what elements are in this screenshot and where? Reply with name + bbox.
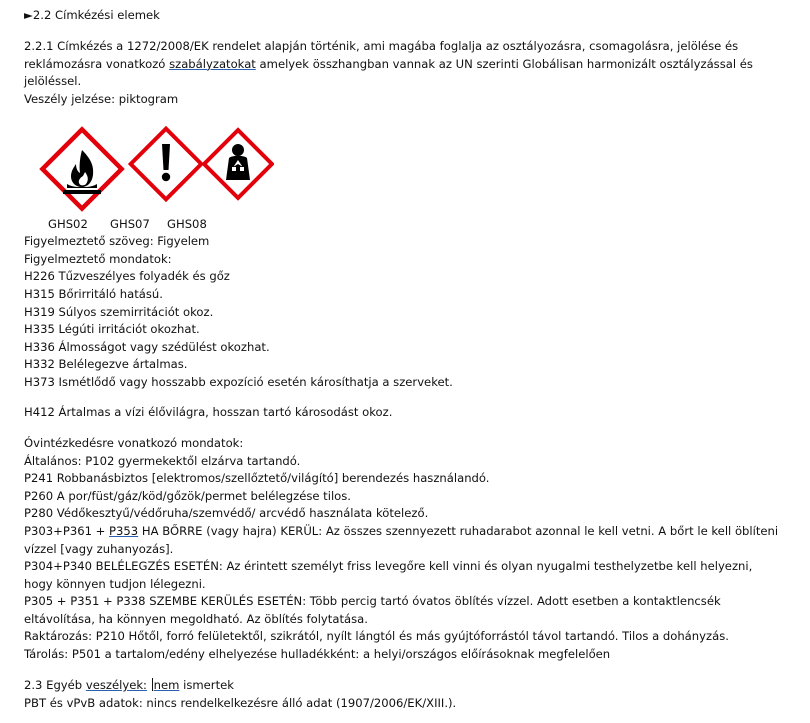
- pictogram-label-ghs07: GHS07: [110, 217, 150, 231]
- none-link[interactable]: nem: [153, 678, 180, 692]
- other-hazards-prefix: 2.3 Egyéb: [24, 678, 83, 692]
- hazard-statements-heading: Figyelmeztető mondatok:: [24, 252, 172, 266]
- p303-text-2: HA BŐRRE (vagy hajra) KERÜL: Az összes szennyezett ruhadarabot azonnal le kell vetni. A bőrt le kell öblíteni vízzel [vagy zuhanyozás].: [24, 524, 779, 556]
- pictogram-label-ghs08: GHS08: [167, 217, 207, 231]
- precautionary-p304: P304+P340 BELÉLEGZÉS ESETÉN: Az érintett személyt friss levegőre kell vinni és olyan nyugalmi testhelyzetbe kell helyezni, hogy könnyen tudjon lélegezni.: [24, 559, 753, 591]
- hazard-statement: H335 Légúti irritációt okozhat.: [24, 322, 200, 336]
- precautionary-general: Általános: P102 gyermekektől elzárva tartandó.: [24, 454, 301, 468]
- p303-text-1: P303+P361 +: [24, 524, 106, 538]
- disposal-statement: Tárolás: P501 a tartalom/edény elhelyezése hulladékként: a helyi/országos előírásoknak megfelelően: [24, 647, 611, 661]
- precautionary-p303: [24, 523, 784, 558]
- hazard-statement: H373 Ismétlődő vagy hosszabb expozíció esetén károsíthatja a szerveket.: [24, 375, 453, 389]
- hazard-statement: H315 Bőrirritáló hatású.: [24, 287, 163, 301]
- flame-icon: [39, 126, 125, 212]
- hazards-link[interactable]: veszélyek:: [85, 678, 147, 692]
- signal-word: Figyelmeztető szöveg: Figyelem: [24, 234, 210, 248]
- precautionary-p241: P241 Robbanásbiztos [elektromos/szellőztető/világító] berendezés használandó.: [24, 471, 490, 485]
- intro-text-1: 2.2.1 Címkézés a 1272/2008/EK rendelet alapján történik, ami magába foglalja az osztályozásra, csomagolásra, jelölése és reklámozásra vonatkozó: [24, 39, 739, 71]
- regulations-link[interactable]: szabályzatokat: [169, 56, 256, 71]
- hazard-statement: H319 Súlyos szemirritációt okoz.: [24, 305, 214, 319]
- precautionary-p280: P280 Védőkesztyű/védőruha/szemvédő/ arcvédő használata kötelező.: [24, 506, 429, 520]
- intro-text-2: amelyek összhangban vannak az UN szerinti Globálisan harmonizált osztályzással és jelöléssel.: [24, 56, 753, 89]
- other-hazards-suffix: ismertek: [183, 678, 234, 692]
- pictogram-label-ghs02: GHS02: [48, 217, 88, 231]
- p353-link[interactable]: P353: [109, 524, 139, 538]
- hazard-marking: Veszély jelzése: piktogram: [24, 92, 179, 106]
- section-heading: ►2.2 Címkézési elemek: [24, 8, 160, 22]
- precautionary-p305: P305 + P351 + P338 SZEMBE KERÜLÉS ESETÉN: Több percig tartó óvatos öblítés vízzel. Adott esetben a kontaktlencsék eltávolítása, ha könnyen megoldható. Az öblítés folytatása.: [24, 594, 721, 626]
- storage-statement: Raktározás: P210 Hőtől, forró felületektől, szikrától, nyílt lángtól és más gyújtóforrástól távol tartandó. Tilos a dohányzás.: [24, 629, 729, 643]
- hazard-statement-h412: H412 Ártalmas a vízi élővilágra, hosszan tartó károsodást okoz.: [24, 405, 393, 419]
- other-hazards: [24, 677, 234, 694]
- health-hazard-icon: [202, 126, 274, 202]
- precautionary-heading: Óvintézkedésre vonatkozó mondatok:: [24, 436, 244, 450]
- precautionary-p260: P260 A por/füst/gáz/köd/gőzök/permet belélegzése tilos.: [24, 489, 351, 503]
- hazard-statement: H226 Tűzveszélyes folyadék és gőz: [24, 269, 230, 283]
- exclamation-mark-icon: [128, 126, 204, 202]
- pbt-vpvb-statement: PBT és vPvB adatok: nincs rendelkelkezésre álló adat (1907/2006/EK/XIII.).: [24, 696, 457, 710]
- intro-paragraph: [24, 38, 784, 91]
- hazard-statement: H336 Álmosságot vagy szédülést okozhat.: [24, 340, 270, 354]
- hazard-statement: H332 Belélegezve ártalmas.: [24, 357, 188, 371]
- text-cursor: [152, 678, 153, 691]
